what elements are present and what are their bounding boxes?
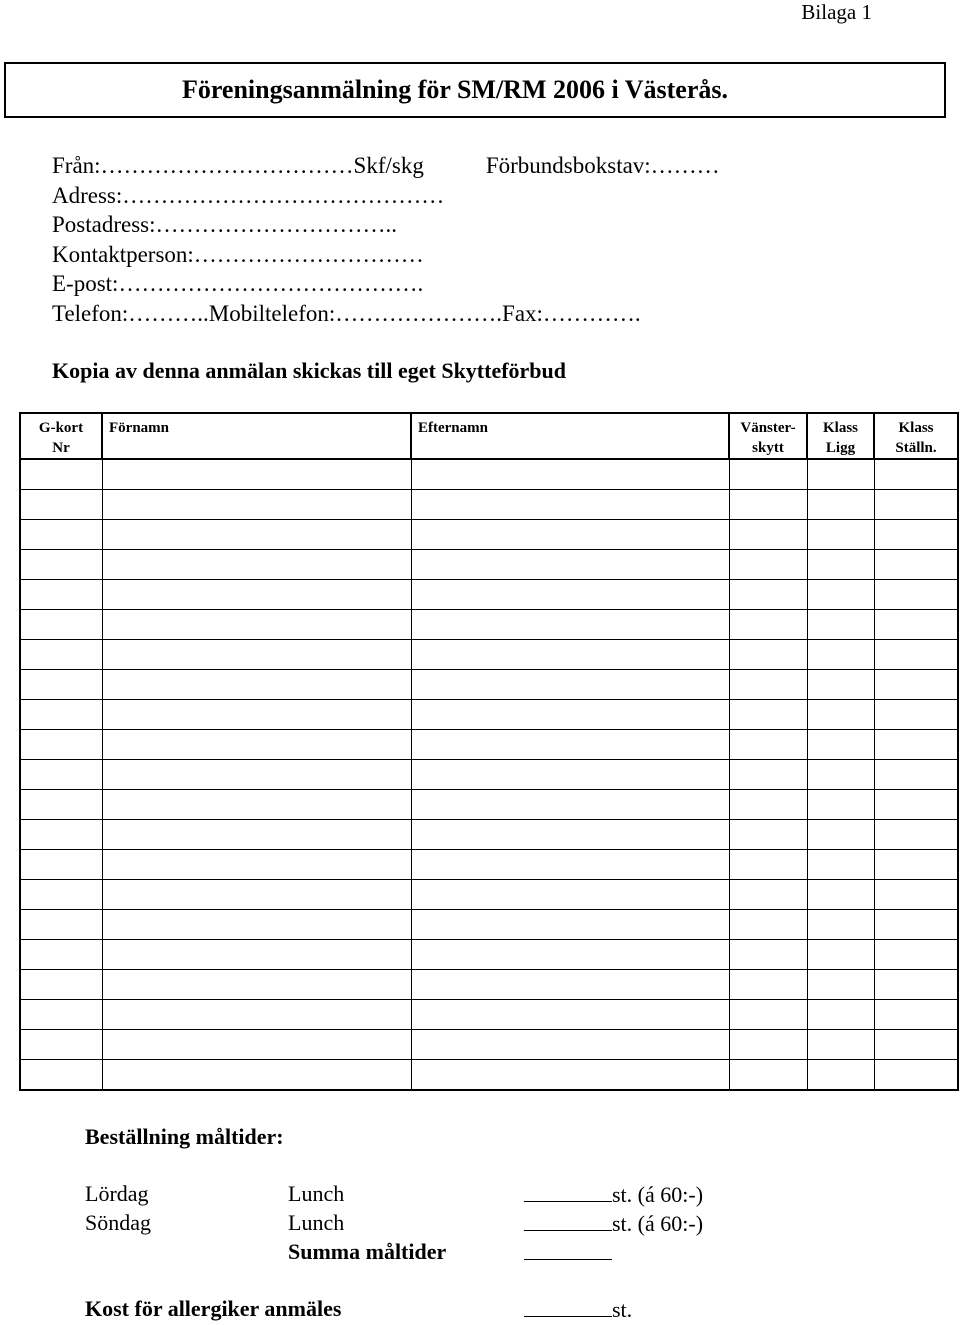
table-cell[interactable] (807, 940, 874, 970)
table-cell[interactable] (729, 550, 807, 580)
table-cell[interactable] (807, 850, 874, 880)
shooter-entry-table (19, 412, 959, 1091)
table-row (20, 700, 958, 730)
table-cell[interactable] (729, 670, 807, 700)
table-cell[interactable] (874, 520, 958, 550)
table-cell[interactable] (102, 640, 411, 670)
table-cell[interactable] (807, 910, 874, 940)
table-cell[interactable] (20, 550, 102, 580)
table-cell[interactable] (102, 880, 411, 910)
table-cell[interactable] (874, 459, 958, 490)
table-cell[interactable] (20, 760, 102, 790)
table-cell[interactable] (807, 820, 874, 850)
table-row (20, 1060, 958, 1091)
table-cell[interactable] (729, 459, 807, 490)
table-cell[interactable] (411, 459, 729, 490)
table-cell[interactable] (874, 700, 958, 730)
from-field-row[interactable] (52, 151, 720, 181)
table-cell[interactable] (20, 640, 102, 670)
table-row (20, 550, 958, 580)
table-cell[interactable] (411, 790, 729, 820)
allergy-quantity[interactable]: st. (524, 1296, 632, 1323)
table-cell[interactable] (807, 700, 874, 730)
table-row (20, 1000, 958, 1030)
table-cell[interactable] (102, 700, 411, 730)
table-cell[interactable] (20, 520, 102, 550)
table-cell[interactable] (411, 670, 729, 700)
table-cell[interactable] (20, 670, 102, 700)
table-cell[interactable] (102, 520, 411, 550)
table-cell[interactable] (102, 820, 411, 850)
table-cell[interactable] (807, 970, 874, 1000)
table-row (20, 940, 958, 970)
meal-quantity-saturday[interactable]: st. (á 60:-) (524, 1181, 703, 1208)
table-cell[interactable] (874, 940, 958, 970)
table-cell[interactable] (729, 1060, 807, 1091)
contact-person-field[interactable]: Kontaktperson:………………………… (52, 241, 424, 267)
table-cell[interactable] (411, 880, 729, 910)
table-row (20, 610, 958, 640)
table-cell[interactable] (807, 760, 874, 790)
postal-address-field[interactable]: Postadress:………………………….. (52, 212, 397, 237)
table-cell[interactable] (20, 1030, 102, 1060)
table-cell[interactable] (874, 580, 958, 610)
table-cell[interactable] (874, 970, 958, 1000)
table-cell[interactable] (874, 670, 958, 700)
meal-order-heading: Beställning måltider: (85, 1124, 284, 1149)
table-cell[interactable] (20, 490, 102, 520)
table-cell[interactable] (874, 850, 958, 880)
table-cell[interactable] (807, 550, 874, 580)
table-cell[interactable] (807, 459, 874, 490)
table-cell[interactable] (411, 640, 729, 670)
table-cell[interactable] (874, 1000, 958, 1030)
table-cell[interactable] (807, 490, 874, 520)
table-row (20, 970, 958, 1000)
sunday-quantity-blank[interactable] (524, 1210, 612, 1231)
table-cell[interactable] (411, 910, 729, 940)
column-header-lefthanded: Vänster- skytt (729, 413, 807, 459)
meal-sum-label: Summa måltider (288, 1239, 447, 1264)
table-cell[interactable] (729, 850, 807, 880)
allergy-quantity-blank[interactable] (524, 1296, 612, 1317)
table-row (20, 880, 958, 910)
table-cell[interactable] (807, 670, 874, 700)
table-cell[interactable] (102, 550, 411, 580)
table-cell[interactable] (729, 700, 807, 730)
table-cell[interactable] (411, 1030, 729, 1060)
table-cell[interactable] (102, 910, 411, 940)
table-cell[interactable] (102, 490, 411, 520)
form-title: Föreningsanmälning för SM/RM 2006 i Västerås. (181, 75, 728, 104)
from-field[interactable]: Från:……………………………Skf/skg (52, 153, 424, 178)
table-cell[interactable] (411, 610, 729, 640)
column-header-gkort: G-kort Nr (20, 413, 102, 459)
table-cell[interactable] (729, 790, 807, 820)
table-cell[interactable] (411, 700, 729, 730)
table-cell[interactable] (874, 640, 958, 670)
table-cell[interactable] (20, 580, 102, 610)
table-cell[interactable] (807, 640, 874, 670)
table-cell[interactable] (411, 760, 729, 790)
meal-day-sunday: Söndag (85, 1210, 151, 1235)
table-cell[interactable] (807, 1000, 874, 1030)
table-cell[interactable] (729, 490, 807, 520)
table-row (20, 520, 958, 550)
table-cell[interactable] (874, 910, 958, 940)
letter-field[interactable]: Förbundsbokstav:……… (485, 153, 720, 178)
table-cell[interactable] (729, 730, 807, 760)
table-row (20, 910, 958, 940)
table-cell[interactable] (102, 580, 411, 610)
table-row (20, 670, 958, 700)
table-cell[interactable] (874, 880, 958, 910)
table-row (20, 760, 958, 790)
table-cell[interactable] (411, 820, 729, 850)
table-row (20, 730, 958, 760)
column-header-class-standing: Klass Ställn. (874, 413, 958, 459)
table-cell[interactable] (20, 880, 102, 910)
form-title-box (4, 62, 946, 118)
table-cell[interactable] (729, 940, 807, 970)
table-cell[interactable] (874, 790, 958, 820)
table-cell[interactable] (729, 640, 807, 670)
table-cell[interactable] (20, 730, 102, 760)
table-cell[interactable] (807, 520, 874, 550)
email-field[interactable]: E-post:…………………………………. (52, 271, 424, 296)
table-cell[interactable] (874, 550, 958, 580)
meal-day-saturday: Lördag (85, 1181, 149, 1206)
meal-type-saturday: Lunch (288, 1181, 345, 1206)
attachment-label: Bilaga 1 (801, 0, 872, 24)
table-cell[interactable] (807, 790, 874, 820)
table-cell[interactable] (411, 1000, 729, 1030)
table-cell[interactable] (729, 520, 807, 550)
table-body (20, 459, 958, 1090)
table-cell[interactable] (411, 580, 729, 610)
table-cell[interactable] (729, 970, 807, 1000)
table-cell[interactable] (874, 610, 958, 640)
table-cell[interactable] (874, 1030, 958, 1060)
club-info-fields (52, 151, 720, 328)
table-cell[interactable] (20, 700, 102, 730)
table-cell[interactable] (20, 1060, 102, 1091)
meal-quantity-sunday[interactable]: st. (á 60:-) (524, 1210, 703, 1237)
table-row (20, 490, 958, 520)
table-cell[interactable] (411, 520, 729, 550)
address-field[interactable]: Adress:…………………………………… (52, 182, 445, 208)
table-row (20, 459, 958, 490)
copy-notice: Kopia av denna anmälan skickas till eget Skytteförbud (52, 358, 567, 383)
table-row (20, 790, 958, 820)
table-cell[interactable] (102, 970, 411, 1000)
table-cell[interactable] (102, 1030, 411, 1060)
table-cell[interactable] (20, 910, 102, 940)
table-cell[interactable] (102, 670, 411, 700)
table-header-row (20, 413, 958, 459)
table-cell[interactable] (729, 610, 807, 640)
allergy-label: Kost för allergiker anmäles (85, 1296, 342, 1321)
table-cell[interactable] (807, 580, 874, 610)
table-row (20, 640, 958, 670)
table-cell[interactable] (411, 550, 729, 580)
table-cell[interactable] (102, 459, 411, 490)
table-cell[interactable] (102, 610, 411, 640)
table-cell[interactable] (729, 880, 807, 910)
table-cell[interactable] (102, 1000, 411, 1030)
column-header-class-prone: Klass Ligg (807, 413, 874, 459)
table-cell[interactable] (807, 1060, 874, 1091)
table-cell[interactable] (102, 850, 411, 880)
table-cell[interactable] (729, 910, 807, 940)
column-header-lastname: Efternamn (411, 413, 729, 459)
table-cell[interactable] (20, 459, 102, 490)
table-cell[interactable] (729, 1000, 807, 1030)
table-cell[interactable] (411, 850, 729, 880)
table-cell[interactable] (102, 940, 411, 970)
table-cell[interactable] (807, 610, 874, 640)
table-row (20, 820, 958, 850)
table-cell[interactable] (807, 730, 874, 760)
table-cell[interactable] (102, 760, 411, 790)
table-cell[interactable] (411, 490, 729, 520)
meal-sum-field[interactable] (524, 1239, 612, 1266)
table-cell[interactable] (411, 970, 729, 1000)
table-cell[interactable] (411, 730, 729, 760)
table-cell[interactable] (807, 880, 874, 910)
phone-field[interactable]: Telefon:………..Mobiltelefon:………………….Fax:…………. (52, 300, 641, 326)
table-cell[interactable] (20, 820, 102, 850)
table-cell[interactable] (20, 790, 102, 820)
table-cell[interactable] (20, 850, 102, 880)
table-row (20, 1030, 958, 1060)
table-cell[interactable] (874, 730, 958, 760)
table-row (20, 580, 958, 610)
table-cell[interactable] (20, 940, 102, 970)
table-cell[interactable] (729, 760, 807, 790)
column-header-firstname: Förnamn (102, 413, 411, 459)
meal-type-sunday: Lunch (288, 1210, 345, 1235)
table-cell[interactable] (102, 730, 411, 760)
table-cell[interactable] (729, 820, 807, 850)
table-cell[interactable] (874, 820, 958, 850)
table-cell[interactable] (874, 490, 958, 520)
table-cell[interactable] (20, 610, 102, 640)
table-cell[interactable] (729, 1030, 807, 1060)
table-cell[interactable] (102, 1060, 411, 1091)
table-cell[interactable] (874, 1060, 958, 1091)
table-cell[interactable] (20, 1000, 102, 1030)
table-cell[interactable] (729, 580, 807, 610)
table-cell[interactable] (874, 760, 958, 790)
table-cell[interactable] (411, 940, 729, 970)
table-cell[interactable] (807, 1030, 874, 1060)
table-cell[interactable] (20, 970, 102, 1000)
table-cell[interactable] (102, 790, 411, 820)
sum-blank[interactable] (524, 1239, 612, 1260)
saturday-quantity-blank[interactable] (524, 1181, 612, 1202)
table-cell[interactable] (411, 1060, 729, 1091)
table-row (20, 850, 958, 880)
